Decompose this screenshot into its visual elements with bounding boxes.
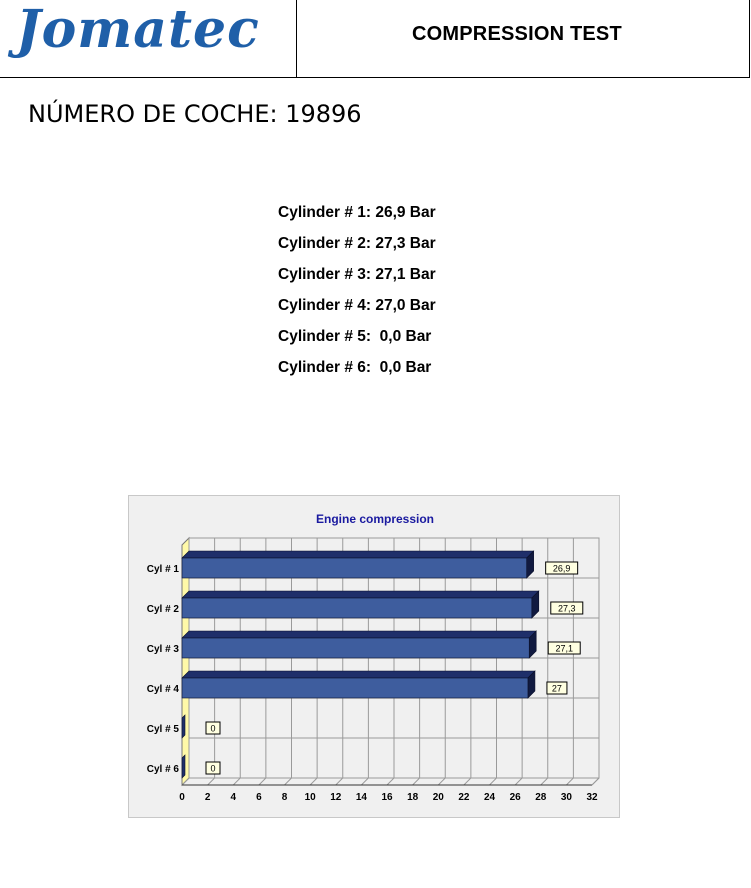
x-tick-label: 14 (355, 792, 367, 803)
bar (182, 598, 532, 618)
category-label: Cyl # 5 (146, 724, 179, 735)
category-label: Cyl # 3 (146, 644, 179, 655)
x-tick-label: 4 (230, 792, 237, 803)
gridline-floor (566, 778, 573, 785)
data-label: 26,9 (552, 563, 571, 574)
chart-plot-area (147, 538, 599, 803)
car-number: NÚMERO DE COCHE: 19896 (28, 100, 362, 128)
cylinder-reading-2: Cylinder # 2: 27,3 Bar (278, 235, 436, 252)
logo-cell (0, 0, 297, 77)
bar (182, 755, 185, 778)
x-tick-label: 26 (509, 792, 521, 803)
x-tick-label: 8 (281, 792, 288, 803)
gridline-floor (233, 778, 240, 785)
gridline-floor (285, 778, 292, 785)
bar-top (182, 551, 534, 558)
cylinder-readings (278, 203, 436, 389)
x-tick-label: 6 (256, 792, 262, 803)
x-tick-label: 22 (458, 792, 470, 803)
gridline-floor (259, 778, 266, 785)
data-label: 0 (210, 723, 216, 734)
x-tick-label: 24 (483, 792, 496, 803)
bar-top (182, 631, 536, 638)
gridline-floor (361, 778, 368, 785)
cylinder-reading-1: Cylinder # 1: 26,9 Bar (278, 204, 436, 221)
gridline-floor (413, 778, 420, 785)
gridline-floor (438, 778, 445, 785)
x-tick-label: 0 (179, 792, 185, 803)
data-label: 27,1 (555, 643, 573, 654)
document-title: COMPRESSION TEST (412, 23, 622, 45)
data-label: 27 (551, 683, 562, 694)
category-label: Cyl # 6 (146, 764, 179, 775)
cylinder-reading-4: Cylinder # 4: 27,0 Bar (278, 297, 436, 314)
data-label: 27,3 (558, 603, 576, 614)
chart-canvas (129, 496, 621, 819)
gridline-floor (464, 778, 471, 785)
x-tick-label: 20 (432, 792, 444, 803)
x-tick-label: 18 (407, 792, 419, 803)
category-label: Cyl # 1 (146, 564, 179, 575)
gridline-floor (541, 778, 548, 785)
bar-top (182, 591, 539, 598)
gridline-floor (310, 778, 317, 785)
floor-right-edge (592, 778, 599, 785)
x-tick-label: 16 (381, 792, 393, 803)
data-label: 0 (210, 763, 216, 774)
x-tick-label: 28 (535, 792, 547, 803)
category-label: Cyl # 2 (146, 604, 179, 615)
gridline-floor (515, 778, 522, 785)
gridline-floor (387, 778, 394, 785)
bar (182, 678, 528, 698)
gridline-floor (490, 778, 497, 785)
chart-title: Engine compression (315, 512, 435, 526)
engine-compression-chart (128, 495, 620, 818)
bar (182, 715, 185, 738)
report-header (0, 0, 750, 78)
bar-top (182, 671, 535, 678)
cylinder-reading-5: Cylinder # 5: 0,0 Bar (278, 328, 432, 345)
x-tick-label: 10 (304, 792, 316, 803)
x-tick-label: 30 (560, 792, 572, 803)
cylinder-reading-6: Cylinder # 6: 0,0 Bar (278, 359, 432, 376)
cylinder-reading-3: Cylinder # 3: 27,1 Bar (278, 266, 436, 283)
x-tick-label: 2 (204, 792, 211, 803)
category-label: Cyl # 4 (146, 684, 179, 695)
x-tick-label: 12 (330, 792, 342, 803)
company-logo: Jomatec (16, 0, 260, 60)
x-tick-label: 32 (586, 792, 598, 803)
bar (182, 638, 529, 658)
gridline-floor (336, 778, 343, 785)
bar (182, 558, 527, 578)
gridline-floor (208, 778, 215, 785)
